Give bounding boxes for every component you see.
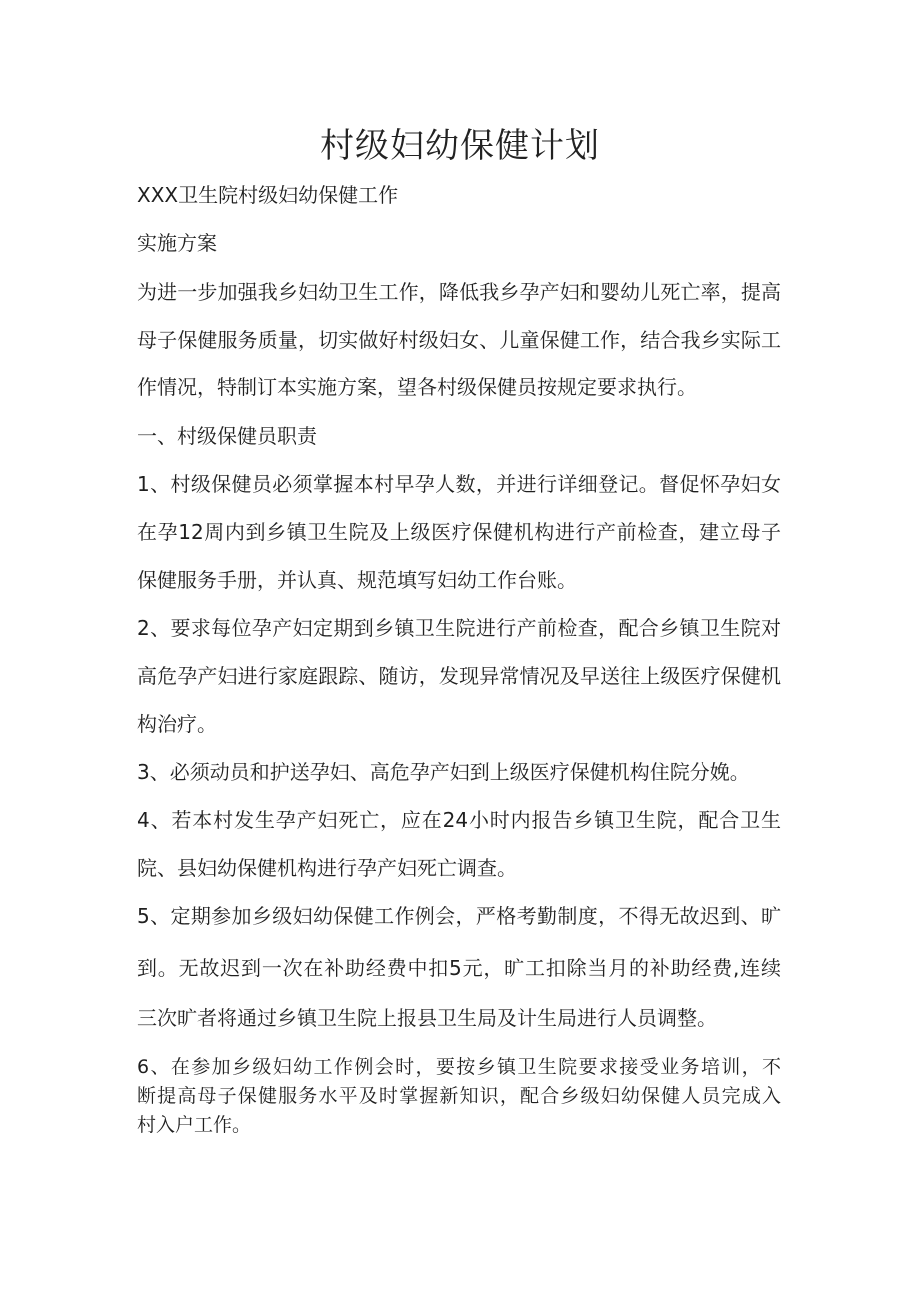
paragraph-line: 院、县妇幼保健机构进行孕产妇死亡调查。	[137, 856, 517, 880]
paragraph-line: 母子保健服务质量，切实做好村级妇女、儿童保健工作，结合我乡实际工	[137, 328, 781, 352]
paragraph-line: 6、在参加乡级妇幼工作例会时，要按乡镇卫生院要求接受业务培训，不	[137, 1056, 781, 1078]
paragraph-line: 2、要求每位孕产妇定期到乡镇卫生院进行产前检查，配合乡镇卫生院对	[137, 616, 781, 640]
paragraph-line: 3、必须动员和护送孕妇、高危孕产妇到上级医疗保健机构住院分娩。	[137, 760, 750, 784]
document-title: 村级妇幼保健计划	[320, 126, 600, 166]
paragraph-line: 到。无故迟到一次在补助经费中扣5元，旷工扣除当月的补助经费,连续	[137, 956, 781, 980]
paragraph-line: 在孕12周内到乡镇卫生院及上级医疗保健机构进行产前检查，建立母子	[137, 520, 781, 544]
paragraph-line: 4、若本村发生孕产妇死亡，应在24小时内报告乡镇卫生院，配合卫生	[137, 808, 781, 832]
paragraph-line: 高危孕产妇进行家庭跟踪、随访，发现异常情况及早送往上级医疗保健机	[137, 664, 781, 688]
paragraph-line: 5、定期参加乡级妇幼保健工作例会，严格考勤制度，不得无故迟到、旷	[137, 904, 781, 928]
paragraph-line: 保健服务手册，并认真、规范填写妇幼工作台账。	[137, 568, 577, 592]
section-heading: 一、村级保健员职责	[137, 424, 317, 448]
document-subtitle: XXX卫生院村级妇幼保健工作	[137, 183, 399, 207]
paragraph-line: 为进一步加强我乡妇幼卫生工作，降低我乡孕产妇和婴幼儿死亡率，提高	[137, 280, 781, 304]
paragraph-line: 三次旷者将通过乡镇卫生院上报县卫生局及计生局进行人员调整。	[137, 1006, 717, 1030]
paragraph-line: 村入户工作。	[137, 1114, 252, 1136]
paragraph-line: 构治疗。	[137, 712, 217, 736]
document-subtitle-2: 实施方案	[137, 231, 217, 255]
paragraph-line: 1、村级保健员必须掌握本村早孕人数，并进行详细登记。督促怀孕妇女	[137, 472, 781, 496]
paragraph-line: 作情况，特制订本实施方案，望各村级保健员按规定要求执行。	[137, 375, 697, 399]
paragraph-line: 断提高母子保健服务水平及时掌握新知识，配合乡级妇幼保健人员完成入	[137, 1085, 781, 1107]
